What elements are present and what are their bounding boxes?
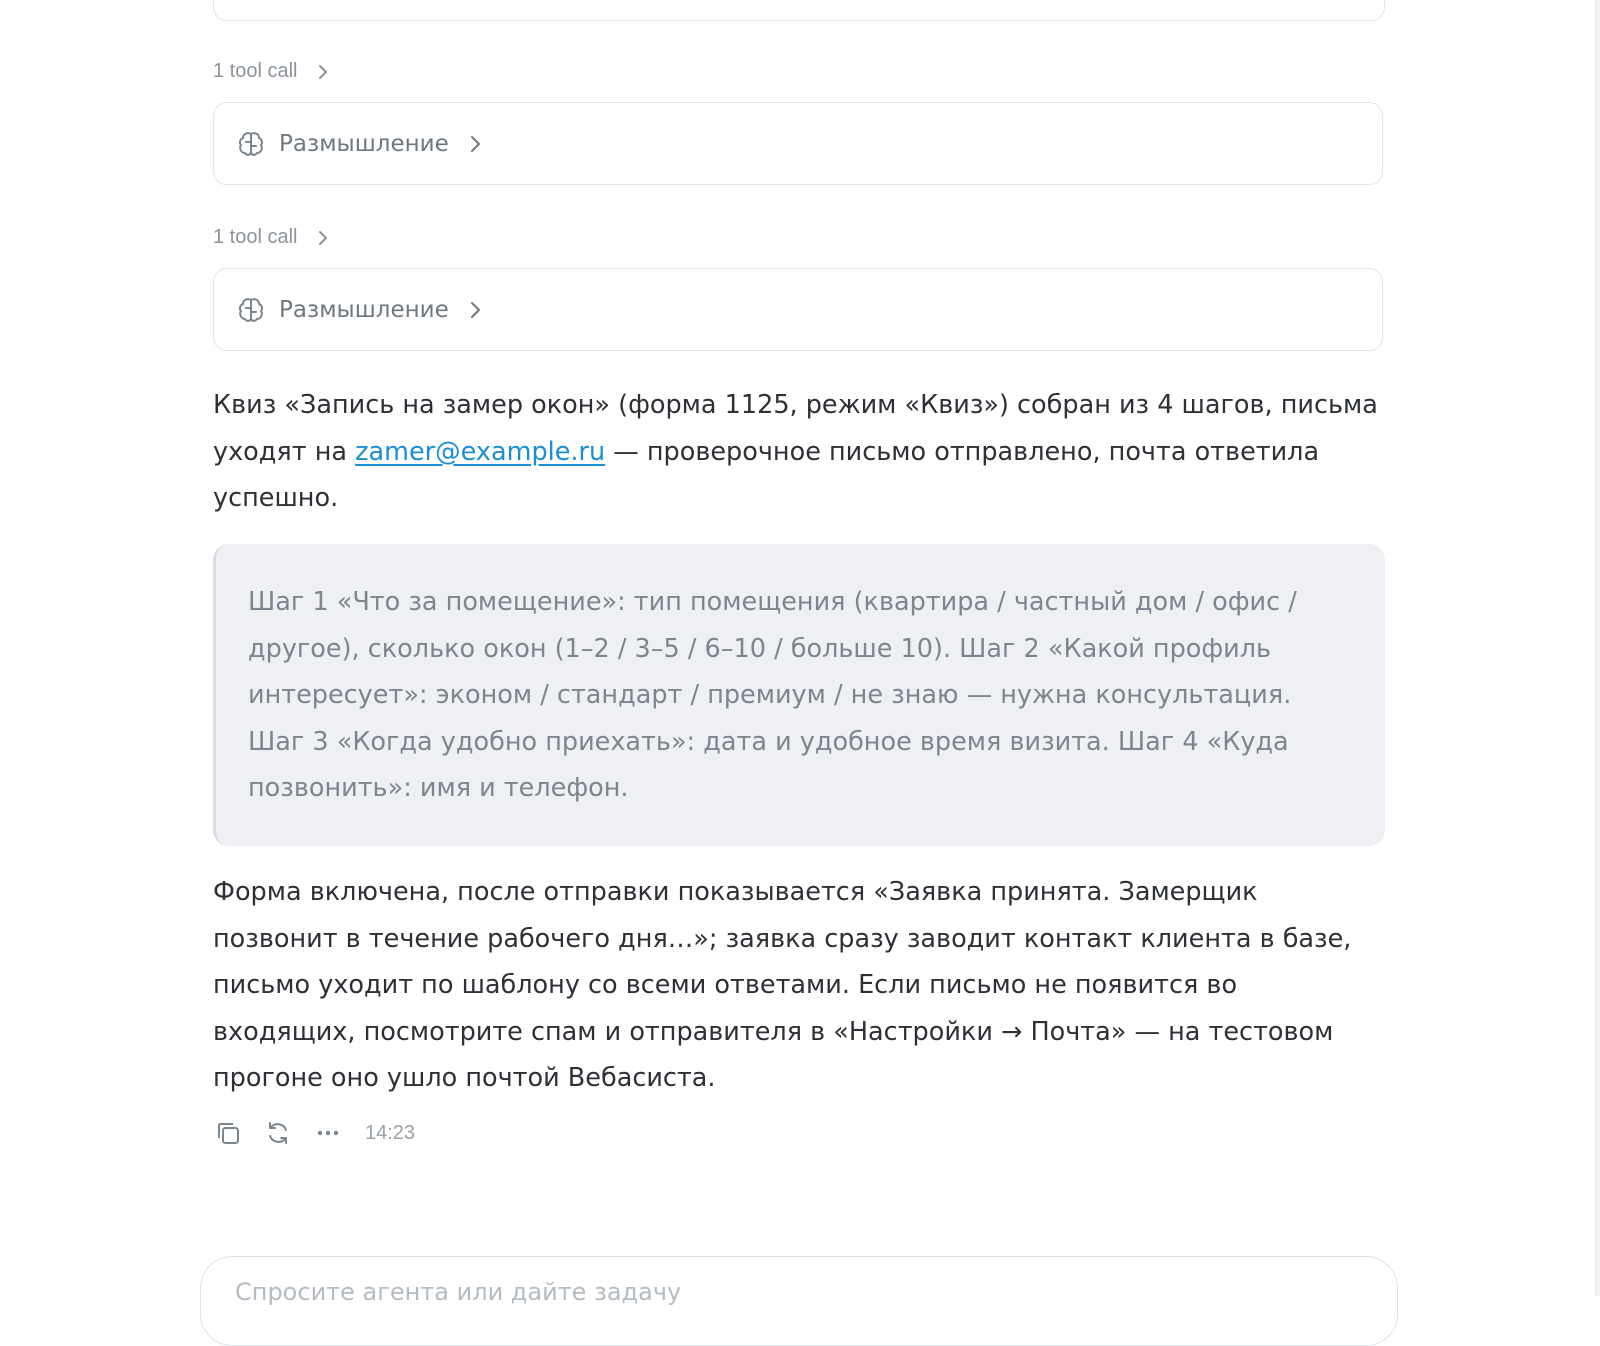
copy-icon[interactable] xyxy=(213,1118,243,1148)
message-text: Квиз «Запись на замер окон» (форма 1125, режим «Квиз») собран из 4 шагов, письма уходят на xyxy=(213,390,1378,467)
message-timestamp: 14:23 xyxy=(365,1121,416,1144)
brain-icon xyxy=(237,296,265,324)
tool-call-toggle[interactable] xyxy=(213,60,328,83)
message-paragraph xyxy=(213,382,1385,522)
message-paragraph: Форма включена, после отправки показывается «Заявка принята. Замерщик позвонит в течение рабочего дня…»; заявка сразу заводит контакт клиента в базе, письмо уходит по шаблону со всеми ответами. Если письмо не появится во входящих, посмотрите спам и отправителя в «Настройки → Почта» — на тестовом прогоне оно ушло почтой Вебасиста. xyxy=(213,877,1352,1093)
tool-call-label: 1 tool call xyxy=(213,60,298,82)
thinking-label: Размышление xyxy=(279,130,449,157)
prompt-input[interactable] xyxy=(233,1277,1337,1307)
chevron-right-icon xyxy=(318,64,328,80)
tool-call-label: 1 tool call xyxy=(213,226,298,248)
message-actions xyxy=(213,1118,415,1148)
thinking-label: Размышление xyxy=(279,296,449,323)
scrollbar[interactable] xyxy=(1595,0,1600,1296)
more-icon[interactable] xyxy=(313,1118,343,1148)
chevron-right-icon xyxy=(469,300,481,320)
regenerate-icon[interactable] xyxy=(263,1118,293,1148)
thinking-card[interactable] xyxy=(213,268,1383,351)
previous-thinking-card[interactable] xyxy=(213,0,1385,21)
email-link[interactable]: zamer@example.ru xyxy=(355,436,606,467)
composer xyxy=(200,1256,1398,1346)
chevron-right-icon xyxy=(318,230,328,246)
message-text: — проверочное письмо отправлено, почта ответила успешно. xyxy=(213,436,1320,513)
thinking-card[interactable] xyxy=(213,102,1383,185)
brain-icon xyxy=(237,130,265,158)
blockquote: Шаг 1 «Что за помещение»: тип помещения (квартира / частный дом / офис / другое), сколько окон (1–2 / 3–5 / 6–10 / больше 10). Шаг 2 «Какой профиль интересует»: эконом / стандарт / премиум / не знаю — нужна консультация. Шаг 3 «Когда удобно приехать»: дата и удобное время визита. Шаг 4 «Куда позвонить»: имя и телефон. xyxy=(213,544,1385,846)
tool-call-toggle[interactable] xyxy=(213,226,328,249)
chevron-right-icon xyxy=(469,134,481,154)
